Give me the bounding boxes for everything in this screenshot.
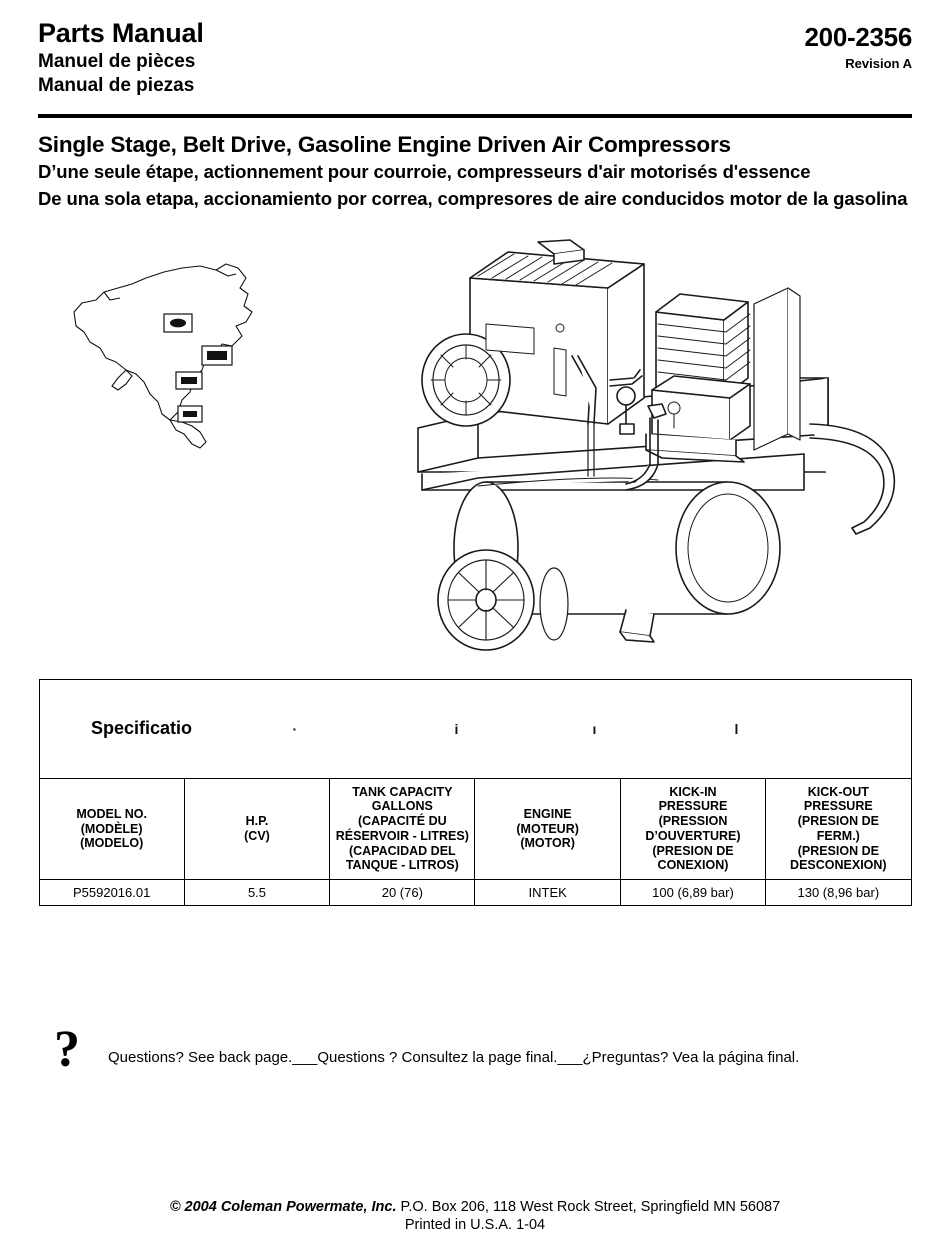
north-america-map-illustration	[66, 254, 296, 459]
table-row	[39, 880, 911, 906]
header-part-info	[805, 18, 912, 71]
spec-banner-row	[39, 679, 911, 778]
cell-kick-in: 100 (6,89 bar)	[620, 880, 765, 906]
gasoline-air-compressor-illustration	[358, 228, 918, 663]
address-text: P.O. Box 206, 118 West Rock Street, Springfield MN 56087	[400, 1199, 781, 1215]
document-header	[38, 0, 912, 98]
document-footer	[0, 1199, 950, 1233]
header-titles	[38, 18, 204, 98]
footer-line-1	[0, 1199, 950, 1215]
column-header-engine: ENGINE (MOTEUR) (MOTOR)	[475, 778, 620, 880]
spec-banner	[43, 711, 908, 747]
revision-label: Revision A	[845, 56, 912, 71]
column-header-model: MODEL NO. (MODÈLE) (MODELO)	[39, 778, 184, 880]
product-description	[38, 131, 912, 211]
cell-model: P5592016.01	[39, 880, 184, 906]
product-description-fr: D’une seule étape, actionnement pour courroie, compresseurs d'air motorisés d'essence	[38, 161, 811, 183]
question-mark-icon: ?	[54, 1021, 80, 1079]
cell-hp: 5.5	[184, 880, 329, 906]
spec-banner-tick-3: ı	[592, 720, 597, 737]
product-description-es: De una sola etapa, accionamiento por correa, compresores de aire conducidos motor de la gasolina	[38, 188, 908, 210]
specifications-table	[39, 679, 912, 907]
part-number: 200-2356	[804, 22, 912, 52]
spec-banner-cell	[39, 679, 911, 778]
cell-kick-out: 130 (8,96 bar)	[766, 880, 911, 906]
page-title-fr: Manuel de pièces	[38, 50, 196, 72]
page-title-en: Parts Manual	[38, 18, 204, 48]
column-header-tank-capacity: TANK CAPACITY GALLONS (CAPACITÉ DU RÉSERVOIR - LITRES) (CAPACIDAD DEL TANQUE - LITROS)	[330, 778, 475, 880]
column-header-kick-out: KICK-OUT PRESSURE (PRESION DE FERM.) (PRESION DE DESCONEXION)	[766, 778, 911, 880]
questions-section	[38, 1021, 912, 1079]
page-title-es: Manual de piezas	[38, 75, 195, 97]
spec-header-row	[39, 778, 911, 880]
copyright-text: © 2004 Coleman Powermate, Inc.	[169, 1199, 397, 1215]
printed-text: Printed in U.S.A. 1-04	[404, 1217, 546, 1233]
spec-banner-label: Specificatio	[90, 717, 193, 738]
column-header-kick-in: KICK-IN PRESSURE (PRESSION D’OUVERTURE) (PRESION DE CONEXION)	[620, 778, 765, 880]
spec-banner-tick-2: i	[454, 720, 459, 737]
cell-tank-capacity: 20 (76)	[330, 880, 475, 906]
cell-engine: INTEK	[475, 880, 620, 906]
spec-banner-tick-1: ·	[292, 720, 298, 737]
column-header-hp: H.P. (CV)	[184, 778, 329, 880]
questions-text: Questions? See back page.___Questions ? Consultez la page final.___¿Preguntas? Vea la página final.	[108, 1048, 800, 1066]
spec-banner-tick-4: l	[734, 720, 739, 737]
artwork-area	[38, 224, 912, 679]
product-description-en: Single Stage, Belt Drive, Gasoline Engine Driven Air Compressors	[38, 132, 731, 158]
header-divider	[38, 114, 912, 118]
